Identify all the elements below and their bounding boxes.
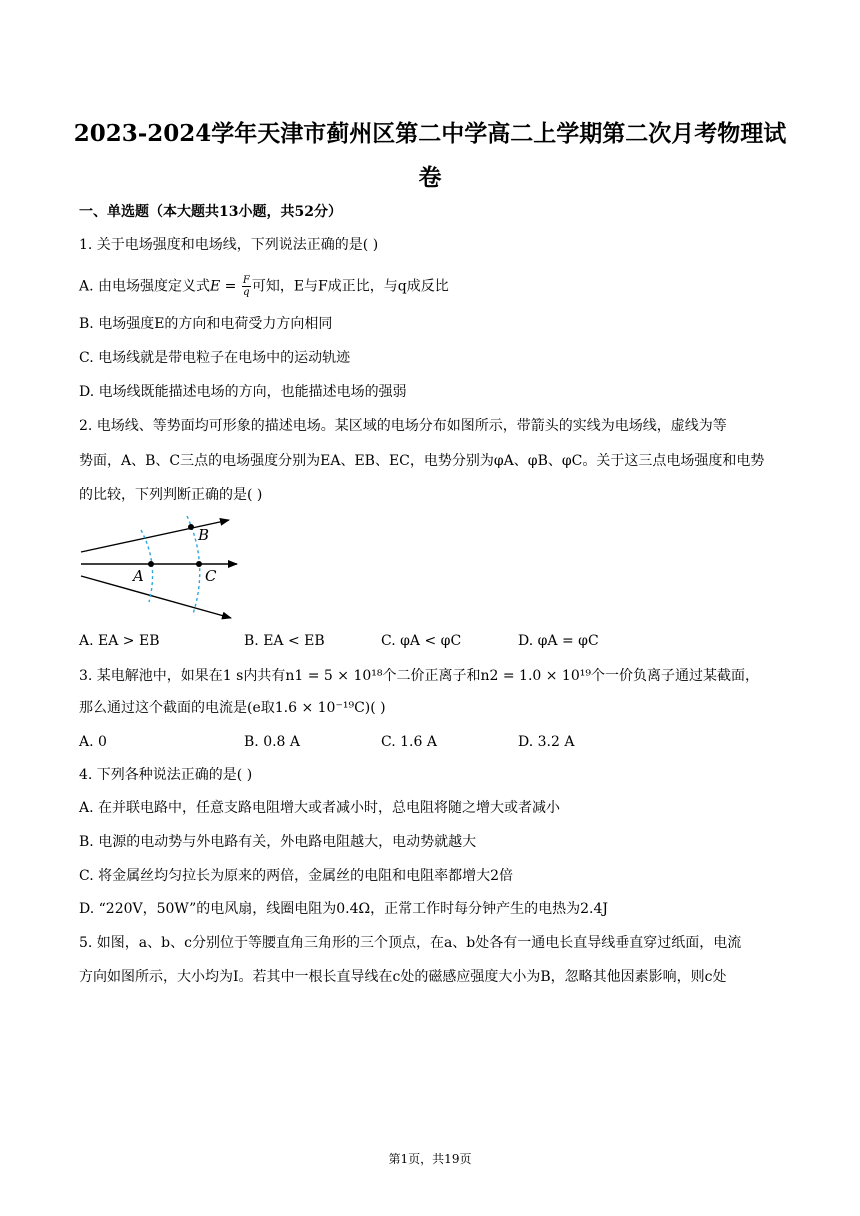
q3-option-d: D. 3.2 A — [518, 734, 575, 750]
q2-stem-line-2: 势面，A、B、C三点的电场强度分别为EA、EB、EC，电势分别为φA、φB、φC。关于这三点电场强度和电势 — [79, 453, 765, 469]
q1-fraction — [242, 275, 251, 298]
q2-stem-line-1: 2. 电场线、等势面均可形象的描述电场。某区域的电场分布如图所示，带箭头的实线为电场线，虚线为等 — [79, 418, 727, 434]
q4-stem: 4. 下列各种说法正确的是( ) — [79, 767, 253, 783]
q5-stem-line-1: 5. 如图，a、b、c分别位于等腰直角三角形的三个顶点，在a、b处各有一通电长直导线垂直穿过纸面，电流 — [79, 935, 742, 951]
q2-option-d: D. φA = φC — [518, 633, 599, 649]
q3-stem-line-2: 那么通过这个截面的电流是(e取1.6 × 10⁻¹⁹C)( ) — [79, 700, 386, 716]
q3-option-a: A. 0 — [79, 734, 107, 750]
q1-option-c: C. 电场线就是带电粒子在电场中的运动轨迹 — [79, 350, 351, 366]
q4-option-c: C. 将金属丝均匀拉长为原来的两倍，金属丝的电阻和电阻率都增大2倍 — [79, 868, 514, 884]
label-c: C — [205, 567, 217, 585]
q1-fraction-num: F — [242, 275, 250, 286]
q1-fraction-den: q — [243, 287, 250, 298]
page-footer: 第1页，共19页 — [388, 1152, 472, 1166]
label-b: B — [198, 526, 210, 544]
point-a — [148, 561, 154, 567]
q5-stem-line-2: 方向如图所示，大小均为I。若其中一根长直导线在c处的磁感应强度大小为B，忽略其他因素影响，则c处 — [79, 969, 727, 985]
title-line-2: 卷 — [418, 164, 442, 191]
q1-formula-lhs: E = — [210, 278, 241, 295]
q1-option-a-prefix: A. 由电场强度定义式 — [79, 278, 211, 295]
q1-stem: 1. 关于电场强度和电场线，下列说法正确的是( ) — [79, 237, 379, 253]
q3-option-b: B. 0.8 A — [244, 734, 301, 750]
q4-option-a: A. 在并联电路中，任意支路电阻增大或者减小时，总电阻将随之增大或者减小 — [79, 800, 561, 816]
q2-option-b: B. EA < EB — [244, 633, 325, 649]
q1-option-a-suffix: 可知，E与F成正比，与q成反比 — [251, 278, 449, 295]
title-line-1: 2023-2024学年天津市蓟州区第二中学高二上学期第二次月考物理试 — [73, 120, 787, 147]
q4-option-d: D. “220V，50W”的电风扇，线圈电阻为0.4Ω，正常工作时每分钟产生的电热为2.4J — [79, 901, 608, 917]
electric-field-figure — [79, 512, 249, 624]
q2-stem-line-3: 的比较，下列判断正确的是( ) — [79, 487, 263, 503]
point-b — [188, 524, 194, 530]
q1-option-d: D. 电场线既能描述电场的方向，也能描述电场的强弱 — [79, 384, 407, 400]
q3-stem-line-1: 3. 某电解池中，如果在1 s内共有n1 = 5 × 10¹⁸个二价正离子和n2 = 1.0 × 10¹⁹个一价负离子通过某截面， — [79, 668, 759, 684]
document-title — [60, 112, 800, 200]
point-c — [196, 561, 202, 567]
section-heading: 一、单选题（本大题共13小题，共52分） — [79, 204, 342, 220]
q2-option-c: C. φA < φC — [381, 633, 462, 649]
q1-option-a — [79, 275, 449, 298]
q1-option-b: B. 电场强度E的方向和电荷受力方向相同 — [79, 316, 333, 332]
label-a: A — [133, 567, 144, 585]
q3-option-c: C. 1.6 A — [381, 734, 437, 750]
q2-option-a: A. EA > EB — [79, 633, 160, 649]
q4-option-b: B. 电源的电动势与外电路有关，外电路电阻越大，电动势就越大 — [79, 834, 477, 850]
